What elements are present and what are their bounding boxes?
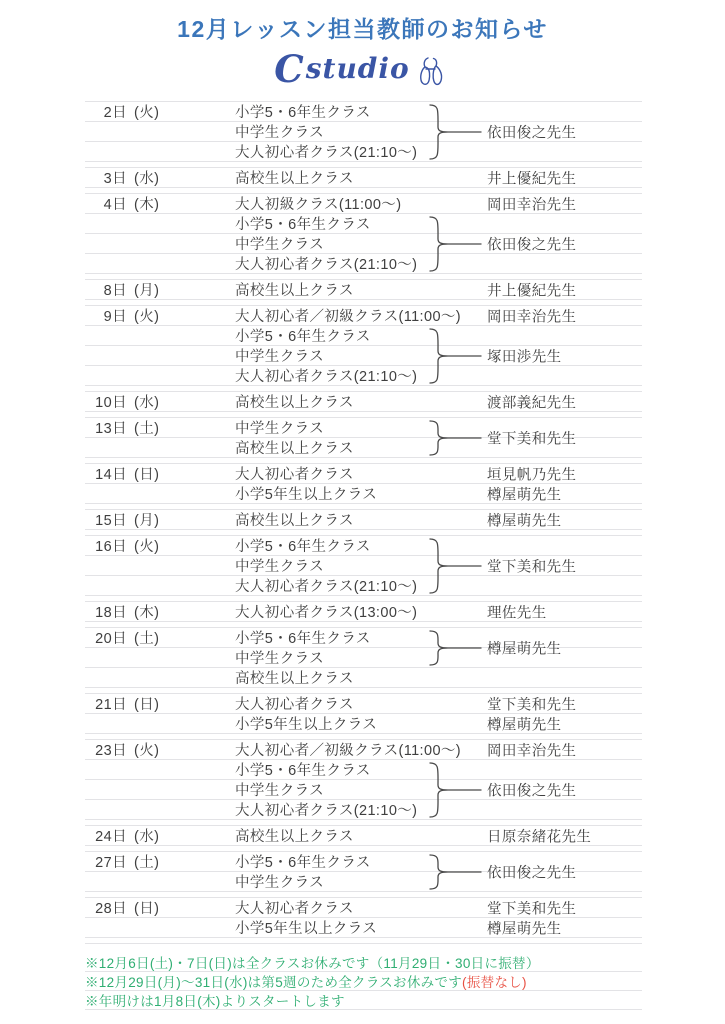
teacher-name: 岡田幸治先生: [487, 309, 577, 326]
class-group: [85, 464, 642, 484]
class-label: 小学5年生以上クラス: [235, 921, 378, 937]
class-label: 小学5・6年生クラス: [235, 539, 371, 555]
class-label: 中学生クラス: [235, 651, 324, 667]
class-label: 小学5・6年生クラス: [235, 855, 371, 871]
schedule-block: [85, 898, 642, 944]
note-text: ※12月29日(月)～31日(水)は第5週のため全クラスお休みです: [85, 975, 463, 990]
schedule-block: [85, 628, 642, 694]
teacher-name: 樽屋萌先生: [487, 513, 562, 530]
date-cell: [85, 851, 235, 872]
class-label: 小学5・6年生クラス: [235, 217, 371, 233]
schedule-block: [85, 418, 642, 464]
class-group: [85, 306, 642, 326]
class-group: [85, 418, 642, 458]
date-week-label: (日): [134, 697, 160, 713]
date-day-label: 16日: [95, 539, 127, 555]
teacher-name: 樽屋萌先生: [487, 641, 562, 658]
class-label: 大人初心者クラス(21:10～): [235, 369, 418, 385]
date-cell: [85, 167, 235, 188]
class-group: [85, 898, 642, 918]
teacher-name: 塚田渉先生: [487, 349, 562, 366]
class-group: [85, 852, 642, 892]
date-cell: [85, 391, 235, 412]
class-group: [85, 102, 642, 162]
date-week-label: (土): [134, 421, 160, 437]
date-week-label: (火): [134, 309, 160, 325]
logo-letter-c: C: [274, 46, 304, 91]
class-group: [85, 740, 642, 760]
date-week-label: (水): [134, 829, 160, 845]
teacher-name: 依田俊之先生: [487, 237, 577, 254]
class-label: 大人初心者クラス(21:10～): [235, 803, 418, 819]
teacher-name: 樽屋萌先生: [487, 717, 562, 734]
note-text: ※年明けは1月8日(木)よりスタートします: [85, 994, 345, 1009]
teacher-name: 依田俊之先生: [487, 125, 577, 142]
schedule-block: [85, 194, 642, 280]
class-label: 大人初心者クラス: [235, 697, 354, 713]
schedule-row: [85, 668, 642, 688]
class-label: 中学生クラス: [235, 875, 324, 891]
teacher-name: 井上優紀先生: [487, 283, 577, 300]
date-cell: [85, 739, 235, 760]
date-day-label: 21日: [95, 697, 127, 713]
date-cell: [85, 463, 235, 484]
schedule-block: [85, 392, 642, 418]
class-label: 中学生クラス: [235, 559, 324, 575]
class-label: 小学5・6年生クラス: [235, 631, 371, 647]
date-day-label: 13日: [95, 421, 127, 437]
date-day-label: 9日: [103, 309, 127, 325]
class-group: [85, 760, 642, 820]
studio-logo: [0, 45, 725, 93]
date-cell: [85, 509, 235, 530]
date-cell: [85, 601, 235, 622]
class-group: [85, 168, 642, 188]
date-cell: [85, 101, 235, 122]
class-label: 小学5・6年生クラス: [235, 763, 371, 779]
page-title: 12月レッスン担当教師のお知らせ: [177, 16, 548, 42]
class-label: 中学生クラス: [235, 125, 324, 141]
schedule-row: [85, 536, 642, 556]
date-cell: [85, 305, 235, 326]
date-day-label: 4日: [103, 197, 127, 213]
note-row: [85, 953, 642, 972]
date-day-label: 14日: [95, 467, 127, 483]
schedule-table: [85, 101, 642, 944]
class-label: 高校生以上クラス: [235, 829, 354, 845]
class-label: 大人初心者／初級クラス(11:00～): [235, 309, 462, 325]
date-day-label: 10日: [95, 395, 127, 411]
class-group: [85, 694, 642, 714]
class-group: [85, 714, 642, 734]
date-day-label: 15日: [95, 513, 127, 529]
teacher-name: 樽屋萌先生: [487, 921, 562, 938]
class-label: 大人初心者／初級クラス(11:00～): [235, 743, 462, 759]
class-label: 高校生以上クラス: [235, 441, 354, 457]
class-label: 高校生以上クラス: [235, 671, 354, 687]
schedule-block: [85, 168, 642, 194]
teacher-name: 岡田幸治先生: [487, 743, 577, 760]
group-brace-icon: [423, 760, 487, 820]
schedule-block: [85, 280, 642, 306]
teacher-name: 岡田幸治先生: [487, 197, 577, 214]
class-group: [85, 484, 642, 504]
class-label: 大人初級クラス(11:00～): [235, 197, 402, 213]
date-week-label: (月): [134, 513, 160, 529]
date-week-label: (火): [134, 743, 160, 759]
date-week-label: (木): [134, 605, 160, 621]
date-week-label: (木): [134, 197, 160, 213]
teacher-name: 依田俊之先生: [487, 865, 577, 882]
date-week-label: (月): [134, 283, 160, 299]
date-week-label: (土): [134, 855, 160, 871]
date-week-label: (日): [134, 901, 160, 917]
date-day-label: 18日: [95, 605, 127, 621]
teacher-name: 垣見帆乃先生: [487, 467, 577, 484]
schedule-block: [85, 306, 642, 392]
schedule-block: [85, 464, 642, 510]
teacher-name: 樽屋萌先生: [487, 487, 562, 504]
teacher-name: 堂下美和先生: [487, 901, 577, 918]
date-day-label: 2日: [103, 105, 127, 121]
group-brace-icon: [423, 418, 487, 458]
class-group: [85, 602, 642, 622]
date-cell: [85, 417, 235, 438]
class-group: [85, 510, 642, 530]
class-label: 小学5年生以上クラス: [235, 487, 378, 503]
class-label: 大人初心者クラス(21:10～): [235, 257, 418, 273]
note-text: ※12月6日(土)・7日(日)は全クラスお休みです（11月29日・30日に振替）: [85, 956, 540, 971]
class-group: [85, 280, 642, 300]
date-day-label: 3日: [103, 171, 127, 187]
note-row: [85, 972, 642, 991]
class-label: 小学5・6年生クラス: [235, 329, 371, 345]
class-label: 大人初心者クラス(21:10～): [235, 145, 418, 161]
schedule-block: [85, 602, 642, 628]
class-group: [85, 826, 642, 846]
class-label: 中学生クラス: [235, 349, 324, 365]
date-week-label: (火): [134, 105, 160, 121]
notes-section: [85, 953, 642, 1010]
date-cell: [85, 535, 235, 556]
date-day-label: 20日: [95, 631, 127, 647]
schedule-row: [85, 576, 642, 596]
date-week-label: (火): [134, 539, 160, 555]
class-group: [85, 214, 642, 274]
class-label: 中学生クラス: [235, 783, 324, 799]
schedule-row: [85, 326, 642, 346]
class-label: 中学生クラス: [235, 421, 324, 437]
date-cell: [85, 693, 235, 714]
class-group: [85, 194, 642, 214]
class-group: [85, 668, 642, 688]
group-brace-icon: [423, 214, 487, 274]
date-day-label: 27日: [95, 855, 127, 871]
class-label: 高校生以上クラス: [235, 283, 354, 299]
logo-text: studio: [305, 52, 410, 85]
class-label: 小学5・6年生クラス: [235, 105, 371, 121]
date-week-label: (日): [134, 467, 160, 483]
class-label: 大人初心者クラス(13:00～): [235, 605, 418, 621]
teacher-name: 理佐先生: [487, 605, 547, 622]
schedule-block: [85, 510, 642, 536]
date-cell: [85, 279, 235, 300]
schedule-block: [85, 826, 642, 852]
group-brace-icon: [423, 326, 487, 386]
teacher-name: 堂下美和先生: [487, 431, 577, 448]
class-group: [85, 918, 642, 938]
teacher-name: 依田俊之先生: [487, 783, 577, 800]
schedule-block: [85, 740, 642, 826]
class-label: 中学生クラス: [235, 237, 324, 253]
schedule-row: [85, 142, 642, 162]
date-week-label: (水): [134, 395, 160, 411]
class-label: 高校生以上クラス: [235, 513, 354, 529]
date-week-label: (土): [134, 631, 160, 647]
schedule-row: [85, 800, 642, 820]
group-brace-icon: [423, 852, 487, 892]
class-label: 大人初心者クラス(21:10～): [235, 579, 418, 595]
date-cell: [85, 825, 235, 846]
schedule-row: [85, 602, 642, 622]
group-brace-icon: [423, 536, 487, 596]
teacher-name: 井上優紀先生: [487, 171, 577, 188]
class-label: 高校生以上クラス: [235, 395, 354, 411]
note-row: [85, 991, 642, 1010]
group-brace-icon: [423, 628, 487, 668]
group-brace-icon: [423, 102, 487, 162]
date-day-label: 23日: [95, 743, 127, 759]
schedule-row: [85, 102, 642, 122]
date-cell: [85, 897, 235, 918]
teacher-name: 日原奈緒花先生: [487, 829, 592, 846]
class-label: 高校生以上クラス: [235, 171, 354, 187]
schedule-block: [85, 102, 642, 168]
teacher-name: 渡部義紀先生: [487, 395, 577, 412]
date-cell: [85, 193, 235, 214]
class-group: [85, 628, 642, 668]
date-day-label: 24日: [95, 829, 127, 845]
schedule-row: [85, 214, 642, 234]
schedule-block: [85, 852, 642, 898]
class-label: 大人初心者クラス: [235, 901, 354, 917]
class-group: [85, 536, 642, 596]
block-gap: [85, 938, 642, 944]
date-week-label: (水): [134, 171, 160, 187]
class-label: 小学5年生以上クラス: [235, 717, 378, 733]
schedule-row: [85, 366, 642, 386]
teacher-name: 堂下美和先生: [487, 697, 577, 714]
date-day-label: 8日: [103, 283, 127, 299]
schedule-block: [85, 694, 642, 740]
class-group: [85, 392, 642, 412]
class-group: [85, 326, 642, 386]
schedule-block: [85, 536, 642, 602]
teacher-name: 堂下美和先生: [487, 559, 577, 576]
class-label: 大人初心者クラス: [235, 467, 354, 483]
pointe-shoes-icon: [413, 55, 451, 89]
schedule-row: [85, 760, 642, 780]
date-day-label: 28日: [95, 901, 127, 917]
note-text: (振替なし): [462, 975, 527, 990]
date-cell: [85, 627, 235, 648]
schedule-row: [85, 254, 642, 274]
